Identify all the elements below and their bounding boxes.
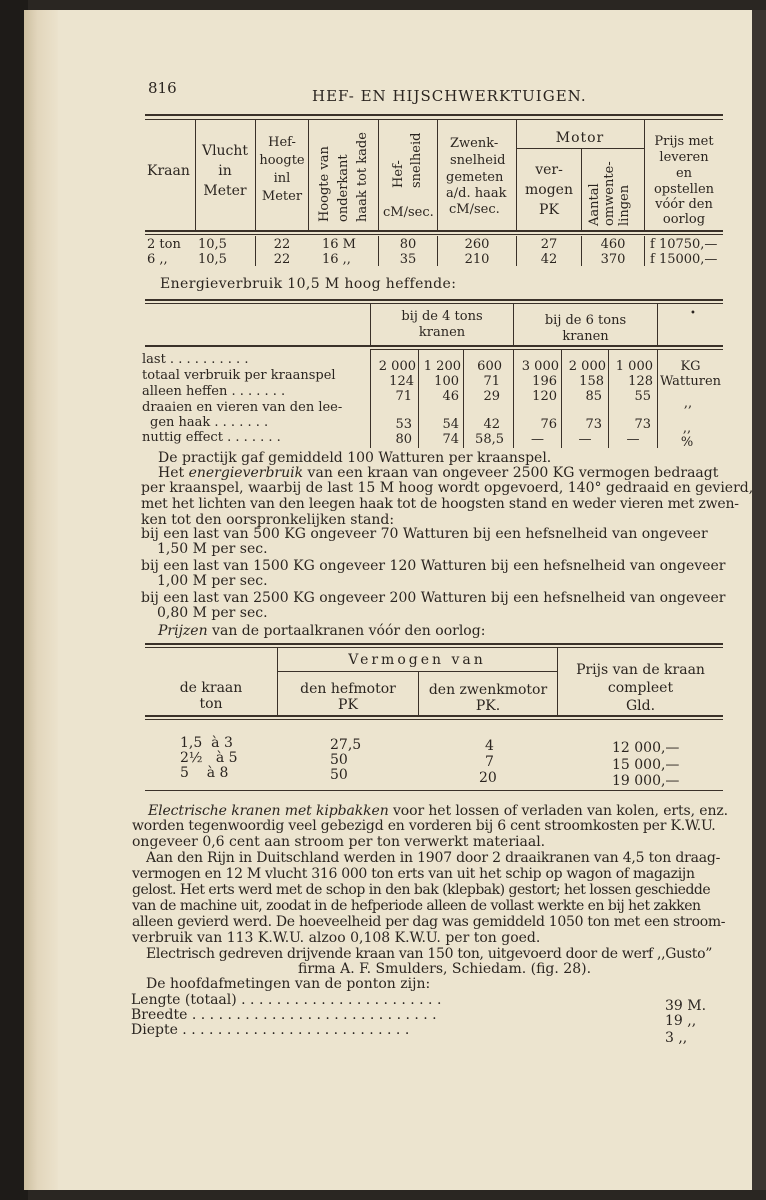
- text-line: [158, 465, 718, 481]
- col-prijs-4: opstellen: [653, 182, 715, 197]
- row-label: nuttig effect . . . . . . .: [142, 430, 281, 445]
- cell-prijs: f 10750,—: [650, 237, 718, 252]
- cell-zwenk: 4: [485, 738, 494, 754]
- cell: 2 000: [568, 359, 606, 374]
- page-binding-shadow: [24, 10, 58, 1190]
- col-hefsnelheid-1: Hef-: [391, 160, 406, 188]
- cell: 76: [540, 417, 557, 432]
- text-line: Electrisch gedreven drijvende kraan van 150 ton, uitgevoerd door de werf ,,Gusto”: [146, 946, 713, 962]
- cell-hefsnelheid: 80: [399, 237, 417, 252]
- cell: 71: [483, 374, 500, 389]
- cell: 85: [585, 389, 602, 404]
- scan-right-edge: [752, 10, 766, 1190]
- col-zwenk-3: gemeten: [446, 170, 504, 185]
- col-vermogen-2: mogen: [525, 182, 573, 198]
- text-run: van de portaalkranen vóór den oorlog:: [207, 623, 486, 639]
- text-run-italic: Prijzen: [158, 623, 208, 639]
- cell-ton: 2½ à 5: [180, 750, 238, 766]
- cell: —: [531, 432, 544, 447]
- cell: 196: [532, 374, 557, 389]
- cell-unit: Watturen: [659, 374, 722, 389]
- cell-unit: ,,: [683, 396, 693, 411]
- group-4-tons-1: bij de 4 tons: [401, 309, 483, 324]
- cell: 73: [634, 417, 651, 432]
- col-de-kraan-1: de kraan: [179, 680, 243, 696]
- text-line: ken tot den oorspronkelijken stand:: [141, 512, 395, 528]
- cell-hef: 50: [330, 752, 348, 768]
- col-hefmotor-1: den hefmotor: [300, 681, 396, 697]
- cell-zwenk: 210: [464, 252, 490, 267]
- group-4-tons-2: kranen: [418, 325, 466, 340]
- col-hefsnelheid-unit: cM/sec.: [383, 205, 434, 220]
- col-hefsnelheid-2: snelheid: [409, 132, 424, 188]
- col-hoogte-2: onderkant: [336, 154, 351, 222]
- cell-hef: 27,5: [330, 737, 362, 753]
- cell: 55: [634, 389, 651, 404]
- text-run: Het: [158, 465, 189, 481]
- cell: 120: [532, 389, 557, 404]
- text-line: firma A. F. Smulders, Schiedam. (fig. 28).: [298, 961, 592, 977]
- text-line: 1,50 M per sec.: [157, 541, 268, 557]
- col-hefmotor-2: PK: [338, 697, 358, 713]
- col-zwenkmotor-1: den zwenkmotor: [428, 682, 548, 698]
- cell-prijs: 19 000,—: [612, 773, 680, 789]
- col-kraan: Kraan: [147, 163, 190, 179]
- text-line: gelost. Het erts werd met de schop in den bak (klepbak) gestort; het lossen geschiedde: [132, 882, 711, 898]
- cell-zwenk: 20: [479, 770, 497, 786]
- cell-vlucht: 10,5: [198, 237, 227, 252]
- col-prijs-kraan-3: Gld.: [625, 698, 656, 714]
- row-label: last . . . . . . . . . .: [142, 352, 249, 367]
- text-line: ongeveer 0,6 cent aan stroom per ton verwerkt materiaal.: [132, 834, 546, 850]
- cell: 80: [395, 432, 412, 447]
- cell-hefsnelheid: 35: [399, 252, 417, 267]
- col-prijs-kraan-2: compleet: [607, 680, 674, 696]
- text-line: per kraanspel, waarbij de last 15 M hoog wordt opgevoerd, 140° gedraaid en gevierd,: [141, 480, 754, 496]
- cell: 128: [628, 374, 653, 389]
- col-omw-3: lingen: [617, 184, 632, 226]
- text-line: 1,00 M per sec.: [157, 573, 268, 589]
- cell-kraan: 2 ton: [147, 237, 181, 252]
- text-line: De practijk gaf gemiddeld 100 Watturen per kraanspel.: [158, 450, 552, 466]
- col-hefhoogte-4: Meter: [261, 189, 303, 204]
- cell: 158: [579, 374, 604, 389]
- text-line: worden tegenwoordig veel gebezigd en vorderen bij 6 cent stroomkosten per K.W.U.: [132, 818, 716, 834]
- text-line: met het lichten van den leegen haak tot de hoogsten stand en weder vieren met zwen-: [141, 496, 739, 512]
- dimension-value: 3 ,,: [665, 1030, 688, 1046]
- text-line: [148, 803, 728, 819]
- cell: —: [626, 432, 640, 447]
- dimension-label: Lengte (totaal) . . . . . . . . . . . . . . . . . . . . . . .: [131, 992, 442, 1008]
- col-prijs-6: oorlog: [662, 212, 706, 227]
- text-line: verbruik van 113 K.W.U. alzoo 0,108 K.W.U. per ton goed.: [132, 930, 541, 946]
- row-label: totaal verbruik per kraanspel: [142, 368, 336, 383]
- cell: 42: [483, 417, 500, 432]
- cell-vermogen: 42: [540, 252, 558, 267]
- col-vermogen-3: PK: [539, 202, 559, 218]
- col-zwenk-5: cM/sec.: [449, 202, 500, 217]
- text-line: van de machine uit, zoodat in de hefperiode alleen de vollast werkte en bij het zakken: [132, 898, 701, 914]
- text-line: Aan den Rijn in Duitschland werden in 1907 door 2 draaikranen van 4,5 ton draag-: [146, 850, 721, 866]
- cell: 124: [389, 374, 414, 389]
- text-line: vermogen en 12 M vlucht 316 000 ton erts van uit het schip op wagon of magazijn: [132, 866, 695, 882]
- text-run-italic: energieverbruik: [188, 465, 304, 481]
- col-hefhoogte-3: inl: [273, 171, 291, 186]
- cell: 46: [442, 389, 459, 404]
- col-vlucht-1: Vlucht: [201, 143, 249, 159]
- col-hoogte-1: Hoogte van: [317, 146, 332, 222]
- col-prijs-1: Prijs met: [654, 134, 714, 149]
- cell: 53: [395, 417, 412, 432]
- col-zwenk-1: Zwenk-: [450, 136, 499, 151]
- text-line: bij een last van 1500 KG ongeveer 120 Watturen bij een hefsnelheid van ongeveer: [141, 558, 726, 574]
- cell: 1 000: [615, 359, 653, 374]
- text-run: voor het lossen of verladen van kolen, erts, enz.: [388, 803, 729, 819]
- cell-prijs: 12 000,—: [612, 740, 680, 756]
- dimension-value: 19 ,,: [665, 1013, 697, 1029]
- cell-vlucht: 10,5: [198, 252, 227, 267]
- col-zwenk-2: snelheid: [450, 153, 506, 168]
- cell-zwenk: 7: [485, 754, 494, 770]
- col-prijs-5: vóór den: [655, 197, 713, 212]
- cell: 29: [483, 389, 500, 404]
- dimension-label: Diepte . . . . . . . . . . . . . . . . . . . . . . . . . .: [131, 1022, 410, 1038]
- cell-unit: KG: [680, 359, 701, 374]
- cell-hoogte: 16 ,,: [322, 252, 351, 267]
- cell: 2 000: [378, 359, 416, 374]
- col-prijs-kraan-1: Prijs van de kraan: [576, 662, 705, 678]
- text-run-italic: Electrische kranen met kipbakken: [148, 803, 389, 819]
- header-dot: •: [690, 308, 696, 319]
- col-prijs-2: leveren: [659, 150, 709, 165]
- text-line: bij een last van 500 KG ongeveer 70 Watturen bij een hefsnelheid van ongeveer: [141, 526, 708, 542]
- cell: 58,5: [475, 432, 504, 447]
- cell-prijs: 15 000,—: [612, 757, 680, 773]
- col-zwenk-4: a/d. haak: [446, 186, 507, 201]
- cell-hef: 50: [330, 767, 348, 783]
- cell-zwenk: 260: [464, 237, 490, 252]
- cell: 74: [442, 432, 459, 447]
- col-vermogen-1: ver-: [535, 162, 563, 178]
- cell-omw: 370: [600, 252, 626, 267]
- cell-hefhoogte: 22: [273, 237, 291, 252]
- col-vlucht-3: Meter: [203, 183, 247, 199]
- text-line: De hoofdafmetingen van de ponton zijn:: [146, 976, 431, 992]
- running-title: HEF- EN HIJSCHWERKTUIGEN.: [312, 87, 587, 105]
- cell: 3 000: [521, 359, 559, 374]
- col-omw-2: omwente-: [602, 161, 617, 226]
- col-hefhoogte-1: Hef-: [268, 135, 296, 150]
- col-prijs-3: en: [675, 166, 693, 181]
- group-6-tons-1: bij de 6 tons: [544, 313, 627, 328]
- prijzen-caption: [158, 623, 485, 639]
- cell: 73: [585, 417, 602, 432]
- row-label: draaien en vieren van den lee-: [142, 400, 343, 415]
- cell-prijs: f 15000,—: [650, 252, 718, 267]
- cell: 100: [434, 374, 459, 389]
- cell-kraan: 6 ,,: [147, 252, 168, 267]
- cell: 600: [477, 359, 502, 374]
- cell-unit: ,,: [682, 421, 692, 436]
- col-motor: Motor: [555, 130, 605, 146]
- col-vlucht-2: in: [218, 163, 232, 179]
- col-hoogte-3: haak tot kade: [355, 132, 370, 222]
- page-number: 816: [148, 79, 177, 97]
- group-6-tons-2: kranen: [562, 329, 609, 344]
- col-omw-1: Aantal: [587, 183, 602, 226]
- col-de-kraan-2: ton: [199, 696, 223, 712]
- cell-ton: 1,5 à 3: [180, 735, 233, 751]
- dimension-label: Breedte . . . . . . . . . . . . . . . . . . . . . . . . . . . .: [131, 1007, 437, 1023]
- text-run: van een kraan van ongeveer 2500 KG vermogen bedraagt: [303, 465, 719, 481]
- col-zwenkmotor-2: PK.: [475, 698, 501, 714]
- row-label: alleen heffen . . . . . . .: [142, 384, 286, 399]
- cell: 71: [395, 389, 412, 404]
- cell-unit: %: [680, 435, 694, 450]
- cell: 54: [442, 417, 459, 432]
- row-label: gen haak . . . . . . .: [150, 415, 269, 430]
- cell-ton: 5 à 8: [180, 765, 229, 781]
- dimension-value: 39 M.: [665, 998, 707, 1014]
- text-line: alleen gevierd werd. De hoeveelheid per dag was gemiddeld 1050 ton met een stroom-: [132, 914, 726, 930]
- cell-vermogen: 27: [540, 237, 558, 252]
- cell: 1 200: [423, 359, 461, 374]
- cell-hefhoogte: 22: [273, 252, 291, 267]
- energy-caption: Energieverbruik 10,5 M hoog heffende:: [160, 276, 457, 292]
- cell-hoogte: 16 M: [322, 237, 356, 252]
- col-hefhoogte-2: hoogte: [259, 153, 305, 168]
- col-vermogen-van: Vermogen van: [348, 652, 486, 668]
- text-line: bij een last van 2500 KG ongeveer 200 Watturen bij een hefsnelheid van ongeveer: [141, 590, 726, 606]
- cell: —: [578, 432, 592, 447]
- text-line: 0,80 M per sec.: [157, 605, 268, 621]
- cell-omw: 460: [600, 237, 626, 252]
